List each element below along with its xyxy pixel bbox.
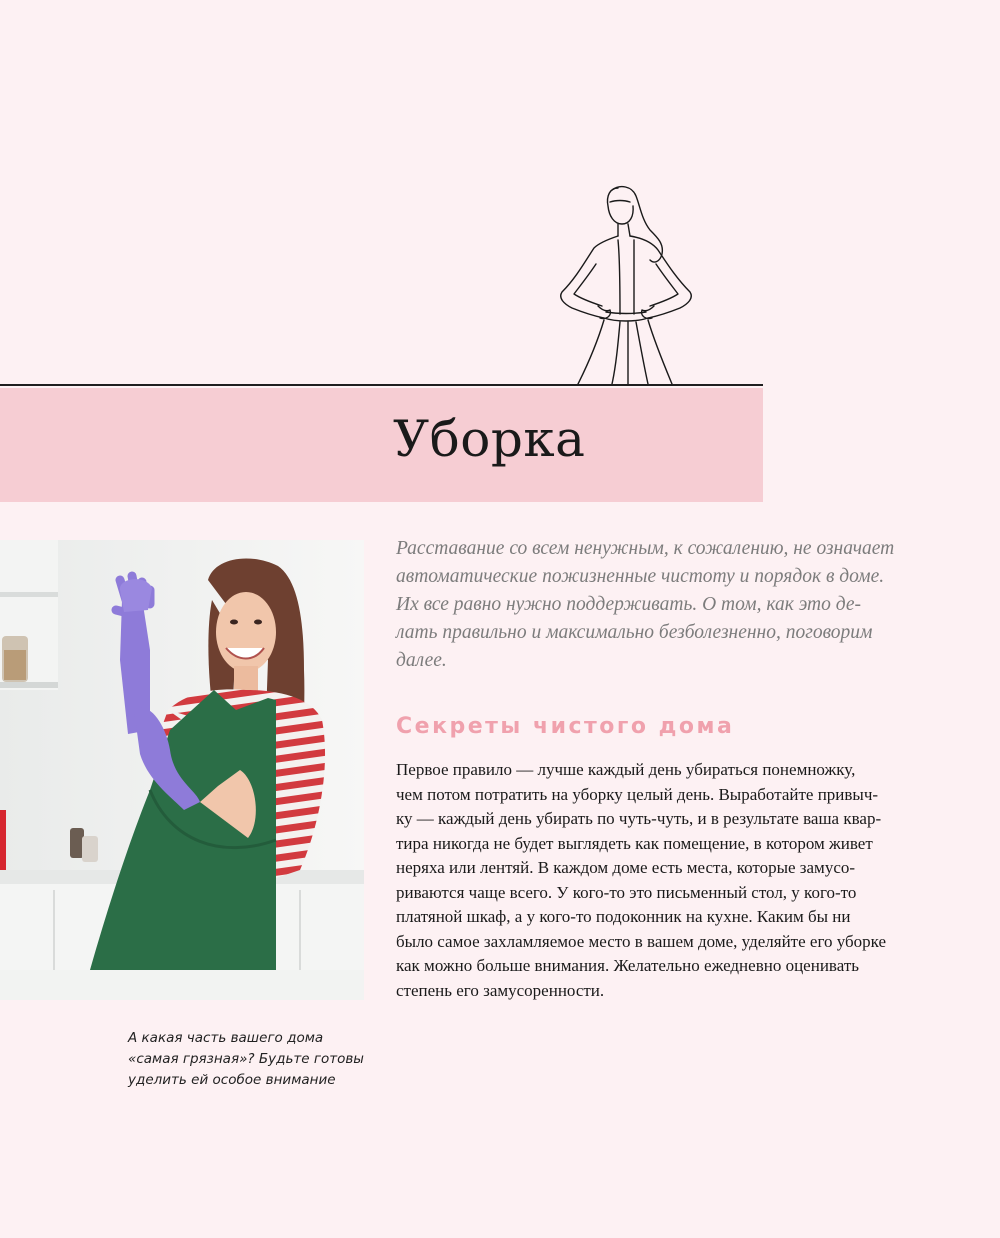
lead-line: Их все равно нужно поддерживать. О том, как это де-	[396, 594, 862, 615]
header-rule-line	[0, 384, 763, 386]
chapter-title-band	[0, 388, 763, 502]
body-line: платяной шкаф, а у кого-то подоконник на кухне. Каким бы ни	[396, 907, 851, 926]
body-paragraph	[396, 758, 896, 1003]
caption-line: «самая грязная»? Будьте готовы	[128, 1051, 364, 1067]
lead-line: лать правильно и максимально безболезненно, поговорим	[396, 622, 873, 643]
woman-line-art-illustration	[540, 180, 720, 390]
section-heading: Секреты чистого дома	[396, 714, 735, 739]
body-line: степень его замусоренности.	[396, 980, 605, 1000]
caption-line: А какая часть вашего дома	[128, 1030, 324, 1046]
body-line: неряха или лентяй. В каждом доме есть места, которые замусо-	[396, 858, 856, 877]
intro-lead-paragraph	[396, 535, 896, 675]
lead-line: далее.	[396, 650, 447, 671]
body-line: как можно больше внимания. Желательно ежедневно оценивать	[396, 956, 860, 975]
lead-line: автоматические пожизненные чистоту и порядок в доме.	[396, 566, 885, 587]
photo-caption	[128, 1028, 368, 1091]
body-line: ку — каждый день убирать по чуть-чуть, и в результате ваша квар-	[396, 809, 882, 828]
body-line: было самое захламляемое место в вашем доме, уделяйте его уборке	[396, 931, 887, 951]
body-line: Первое правило — лучше каждый день убираться понемножку,	[396, 760, 856, 779]
caption-line: уделить ей особое внимание	[128, 1072, 336, 1088]
chapter-title: Уборка	[393, 410, 586, 468]
body-line: чем потом потратить на уборку целый день. Выработайте привыч-	[396, 784, 879, 804]
body-line: риваются чаще всего. У кого-то это письменный стол, у кого-то	[396, 882, 857, 902]
lead-line: Расставание со всем ненужным, к сожалению, не означает	[396, 538, 895, 559]
woman-cleaning-photo	[0, 540, 364, 1000]
body-line: тира никогда не будет выглядеть как помещение, в котором живет	[396, 833, 873, 853]
